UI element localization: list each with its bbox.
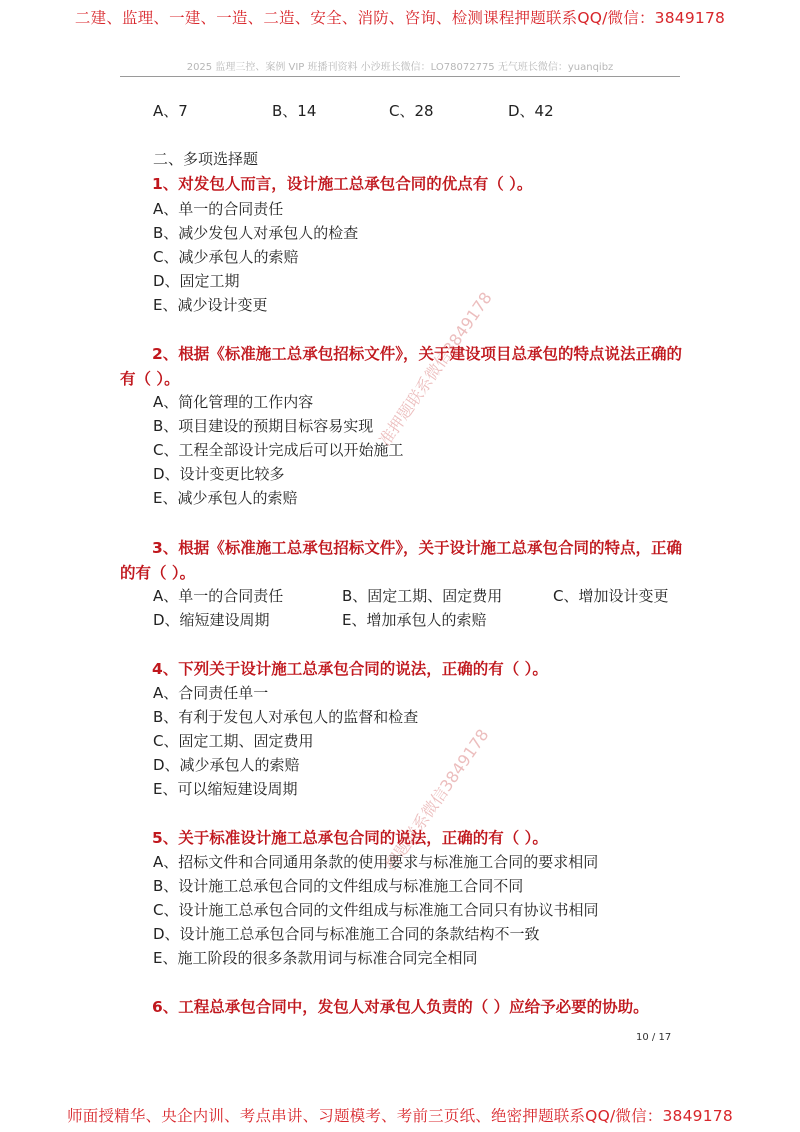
q2-option-e: E、减少承包人的索赔 <box>153 489 298 507</box>
q2-option-d: D、设计变更比较多 <box>153 465 285 483</box>
question-3-text: 3、根据《标准施工总承包招标文件》，关于设计施工总承包合同的特点，正确的有（ ）。 <box>120 539 683 582</box>
header-divider <box>120 76 680 77</box>
watermark-text-2: 押题联系微信3849178 <box>381 725 493 874</box>
q1-option-b: B、减少发包人对承包人的检查 <box>153 224 359 242</box>
q5-option-e: E、施工阶段的很多条款用词与标准合同完全相同 <box>153 949 478 967</box>
prev-option-b: B、14 <box>272 102 317 120</box>
q4-option-b: B、有利于发包人对承包人的监督和检查 <box>153 708 419 726</box>
question-2-stem <box>120 342 690 391</box>
question-4-stem <box>120 657 690 682</box>
q3-option-d: D、缩短建设周期 <box>153 611 270 629</box>
q3-option-c: C、增加设计变更 <box>553 587 669 605</box>
question-2-text: 2、根据《标准施工总承包招标文件》，关于建设项目总承包的特点说法正确的有（ ）。 <box>120 345 683 388</box>
section-title: 二、多项选择题 <box>153 150 259 168</box>
q2-option-a: A、简化管理的工作内容 <box>153 393 314 411</box>
q4-option-e: E、可以缩短建设周期 <box>153 780 298 798</box>
bottom-promo-banner: 师面授精华、央企内训、考点串讲、习题模考、考前三页纸、绝密押题联系QQ/微信：3849178 <box>67 1107 733 1125</box>
q5-option-d: D、设计施工总承包合同与标准施工合同的条款结构不一致 <box>153 925 540 943</box>
question-1-stem <box>120 172 690 197</box>
watermark-text-1: 准押题联系微信3849178 <box>375 288 496 450</box>
prev-option-c: C、28 <box>389 102 434 120</box>
q4-option-d: D、减少承包人的索赔 <box>153 756 300 774</box>
page-number: 10 / 17 <box>636 1032 672 1043</box>
question-6-text: 6、工程总承包合同中，发包人对承包人负责的（ ）应给予必要的协助。 <box>152 998 649 1016</box>
q3-option-e: E、增加承包人的索赔 <box>342 611 487 629</box>
q3-option-b: B、固定工期、固定费用 <box>342 587 503 605</box>
question-3-stem <box>120 536 690 585</box>
q1-option-e: E、减少设计变更 <box>153 296 268 314</box>
q5-option-c: C、设计施工总承包合同的文件组成与标准施工合同只有协议书相同 <box>153 901 599 919</box>
q4-option-a: A、合同责任单一 <box>153 684 269 702</box>
q1-option-c: C、减少承包人的索赔 <box>153 248 299 266</box>
q5-option-a: A、招标文件和合同通用条款的使用要求与标准施工合同的要求相同 <box>153 853 599 871</box>
top-promo-banner: 二建、监理、一建、一造、二造、安全、消防、咨询、检测课程押题联系QQ/微信：3849178 <box>74 9 726 27</box>
question-5-text: 5、关于标准设计施工总承包合同的说法，正确的有（ ）。 <box>152 829 548 847</box>
q1-option-d: D、固定工期 <box>153 272 240 290</box>
q4-option-c: C、固定工期、固定费用 <box>153 732 314 750</box>
prev-option-d: D、42 <box>508 102 554 120</box>
question-6-stem <box>120 995 690 1020</box>
q1-option-a: A、单一的合同责任 <box>153 200 284 218</box>
question-4-text: 4、下列关于设计施工总承包合同的说法，正确的有（ ）。 <box>152 660 548 678</box>
running-header: 2025 监理三控、案例 VIP 班播刊资料 小沙班长微信：LO78072775 无气班长微信：yuanqibz <box>186 62 614 73</box>
q5-option-b: B、设计施工总承包合同的文件组成与标准施工合同不同 <box>153 877 524 895</box>
question-1-text: 1、对发包人而言，设计施工总承包合同的优点有（ ）。 <box>152 175 533 193</box>
q2-option-c: C、工程全部设计完成后可以开始施工 <box>153 441 404 459</box>
prev-option-a: A、7 <box>153 102 188 120</box>
q2-option-b: B、项目建设的预期目标容易实现 <box>153 417 374 435</box>
q3-option-a: A、单一的合同责任 <box>153 587 284 605</box>
